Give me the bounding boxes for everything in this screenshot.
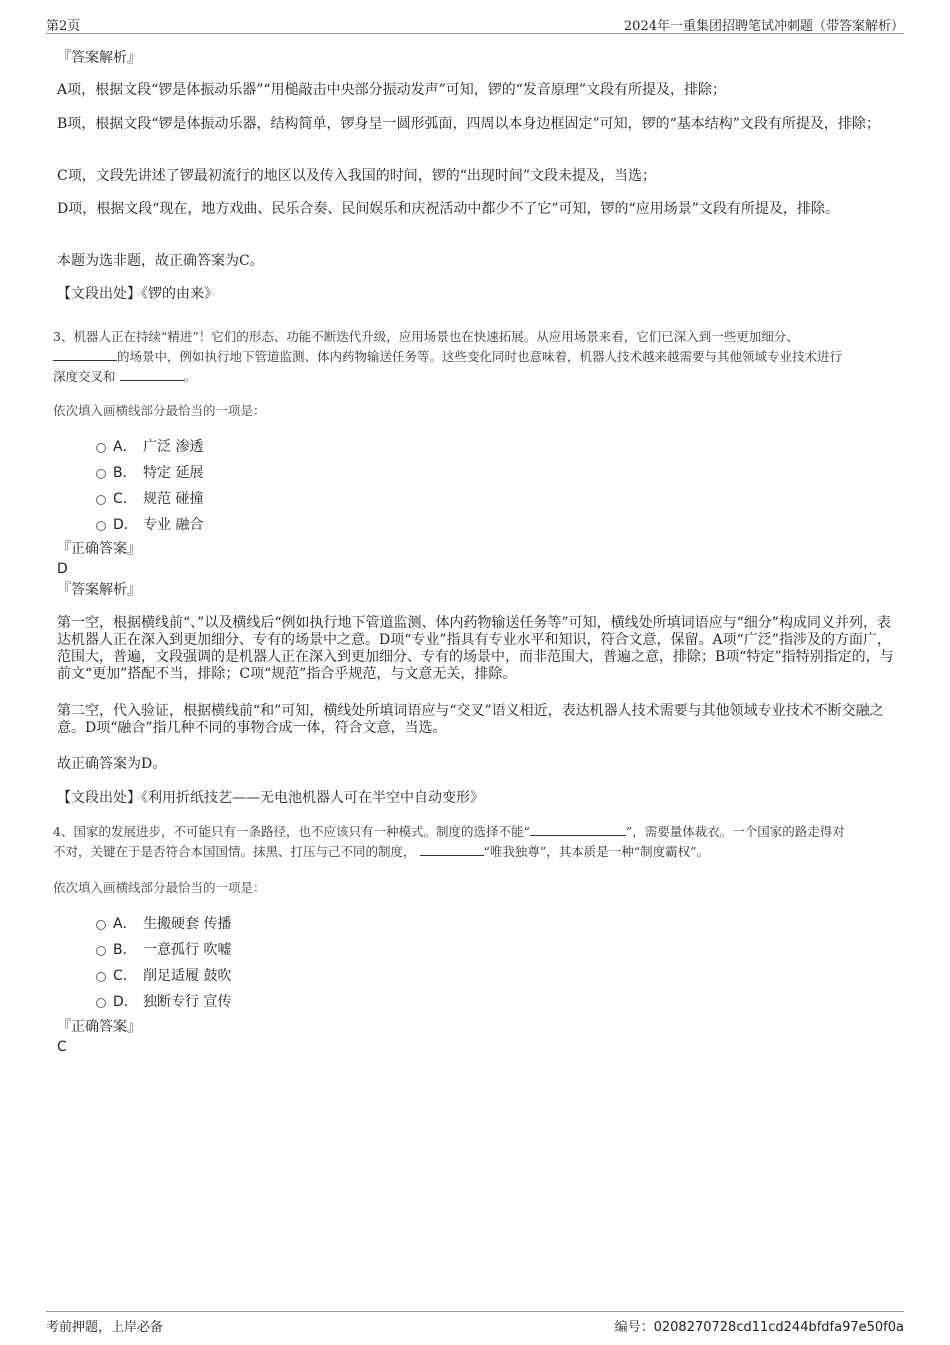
- q4-option-b[interactable]: [96, 939, 231, 957]
- q2-analysis-b: B项，根据文段“锣是体振动乐器，结构简单，锣身呈一圆形弧面，四周以本身边框固定”可知，锣的“基本结构”文段有所提及，排除；: [57, 116, 880, 132]
- q4-option-a[interactable]: [96, 913, 231, 931]
- radio-icon[interactable]: [96, 998, 106, 1008]
- option-letter: D．: [113, 517, 138, 533]
- q3-stem: [53, 327, 898, 387]
- q3-text-1: 3、机器人正在持续“精进”！它们的形态、功能不断迭代升级，应用场景也在快速拓展。从应用场景来看，它们已深入到一些更加细分、: [53, 329, 799, 344]
- q3-source: 【文段出处】《利用折纸技艺——无电池机器人可在半空中自动变形》: [57, 790, 484, 806]
- q3-conclusion: 故正确答案为D。: [57, 756, 167, 772]
- radio-icon[interactable]: [96, 469, 106, 479]
- option-text: 一意孤行 吹嘘: [143, 942, 232, 958]
- q3-option-a[interactable]: [96, 436, 203, 454]
- q4-prompt: 依次填入画横线部分最恰当的一项是：: [53, 880, 266, 895]
- footer-slogan: 考前押题，上岸必备: [46, 1320, 164, 1335]
- radio-icon[interactable]: [96, 920, 106, 930]
- q3-option-c[interactable]: [96, 488, 203, 506]
- q4-text-4: “唯我独尊”，其本质是一种“制度霸权”。: [483, 844, 710, 859]
- option-text: 削足适履 鼓吹: [143, 968, 232, 984]
- q4-blank-2: [420, 843, 484, 856]
- document-title: 2024年一重集团招聘笔试冲刺题（带答案解析）: [623, 19, 904, 34]
- page-footer: [46, 1311, 904, 1336]
- radio-icon[interactable]: [96, 521, 106, 531]
- q3-analysis-2: 第二空，代入验证，根据横线前“和”可知，横线处所填词语应与“交叉”语义相近，表达机器人技术需要与其他领域专业技术不断交融之意。D项“融合”指几种不同的事物合成一体，符合文意，当选。: [57, 703, 884, 736]
- q3-option-b[interactable]: [96, 462, 203, 480]
- q2-analysis-c: C项，文段先讲述了锣最初流行的地区以及传入我国的时间，锣的“出现时间”文段未提及，当选；: [57, 168, 657, 184]
- q3-blank-1: [53, 348, 117, 361]
- q3-text-2: 的场景中，例如执行地下管道监测、体内药物输送任务等。这些变化同时也意味着，机器人技术越来越需要与其他领域专业技术进行: [117, 349, 843, 364]
- option-letter: B．: [113, 465, 137, 481]
- q4-text-3: 不对，关键在于是否符合本国国情。抹黑、打压与己不同的制度，: [53, 844, 416, 859]
- q3-prompt: 依次填入画横线部分最恰当的一项是：: [53, 403, 266, 418]
- option-letter: A．: [113, 916, 137, 932]
- page-header: [46, 14, 904, 34]
- q3-analysis-1: 第一空，根据横线前“、”以及横线后“例如执行地下管道监测、体内药物输送任务等”可知，横线处所填词语应与“细分”构成同义并列，表达机器人正在深入到更加细分、专有的场景中之意。D项“专业”指具有专业水平和知识，符合文意，保留。A项“广泛”指涉及的方面广，范围大，普遍，文段强调的是机器人正在深入到更加细分、专有的场景中，而非范围大，普遍之意，排除；B项“特定”指特别指定的，与前文“更加”搭配不当，排除；C项“规范”指合乎规范，与文意无关，排除。: [57, 615, 894, 682]
- radio-icon[interactable]: [96, 946, 106, 956]
- q3-answer-label: 『正确答案』: [57, 541, 141, 557]
- option-letter: A．: [113, 439, 137, 455]
- q3-option-d[interactable]: [96, 514, 203, 532]
- q4-text-1: 4、国家的发展进步，不可能只有一条路径，也不应该只有一种模式。制度的选择不能“: [53, 824, 530, 839]
- q4-text-2: ”，需要量体裁衣。一个国家的路走得对: [625, 824, 845, 839]
- q2-analysis-a: A项，根据文段“锣是体振动乐器”“用槌敲击中央部分振动发声”可知，锣的“发音原理”文段有所提及，排除；: [57, 82, 727, 98]
- option-text: 特定 延展: [143, 465, 204, 481]
- option-text: 规范 碰撞: [143, 491, 204, 507]
- document-id: 编号：0208270728cd11cd244bfdfa97e50f0a: [614, 1320, 904, 1335]
- option-letter: B．: [113, 942, 137, 958]
- option-letter: D．: [113, 994, 138, 1010]
- q3-analysis-label: 『答案解析』: [57, 582, 141, 598]
- option-text: 广泛 渗透: [143, 439, 204, 455]
- q3-answer: D: [57, 561, 68, 577]
- q4-answer-label: 『正确答案』: [57, 1019, 141, 1035]
- option-letter: C．: [113, 491, 137, 507]
- option-text: 独断专行 宣传: [143, 994, 232, 1010]
- q3-text-3: 深度交叉和: [53, 369, 116, 384]
- option-letter: C．: [113, 968, 137, 984]
- q4-stem: [53, 822, 898, 862]
- q3-text-4: 。: [183, 369, 197, 384]
- q2-analysis-label: 『答案解析』: [57, 50, 141, 66]
- q4-option-d[interactable]: [96, 991, 231, 1009]
- q2-source: 【文段出处】《锣的由来》: [57, 286, 218, 302]
- q4-answer: C: [57, 1039, 67, 1055]
- q4-option-c[interactable]: [96, 965, 231, 983]
- radio-icon[interactable]: [96, 443, 106, 453]
- option-text: 专业 融合: [143, 517, 204, 533]
- q3-blank-2: [120, 368, 184, 381]
- radio-icon[interactable]: [96, 495, 106, 505]
- q4-blank-1: [530, 823, 626, 836]
- q2-analysis-d: D项，根据文段“现在，地方戏曲、民乐合奏、民间娱乐和庆祝活动中都少不了它”可知，锣的“应用场景”文段有所提及，排除。: [57, 201, 839, 217]
- page-number: 第2页: [46, 19, 81, 34]
- option-text: 生搬硬套 传播: [143, 916, 232, 932]
- q2-conclusion: 本题为选非题，故正确答案为C。: [57, 253, 264, 269]
- radio-icon[interactable]: [96, 972, 106, 982]
